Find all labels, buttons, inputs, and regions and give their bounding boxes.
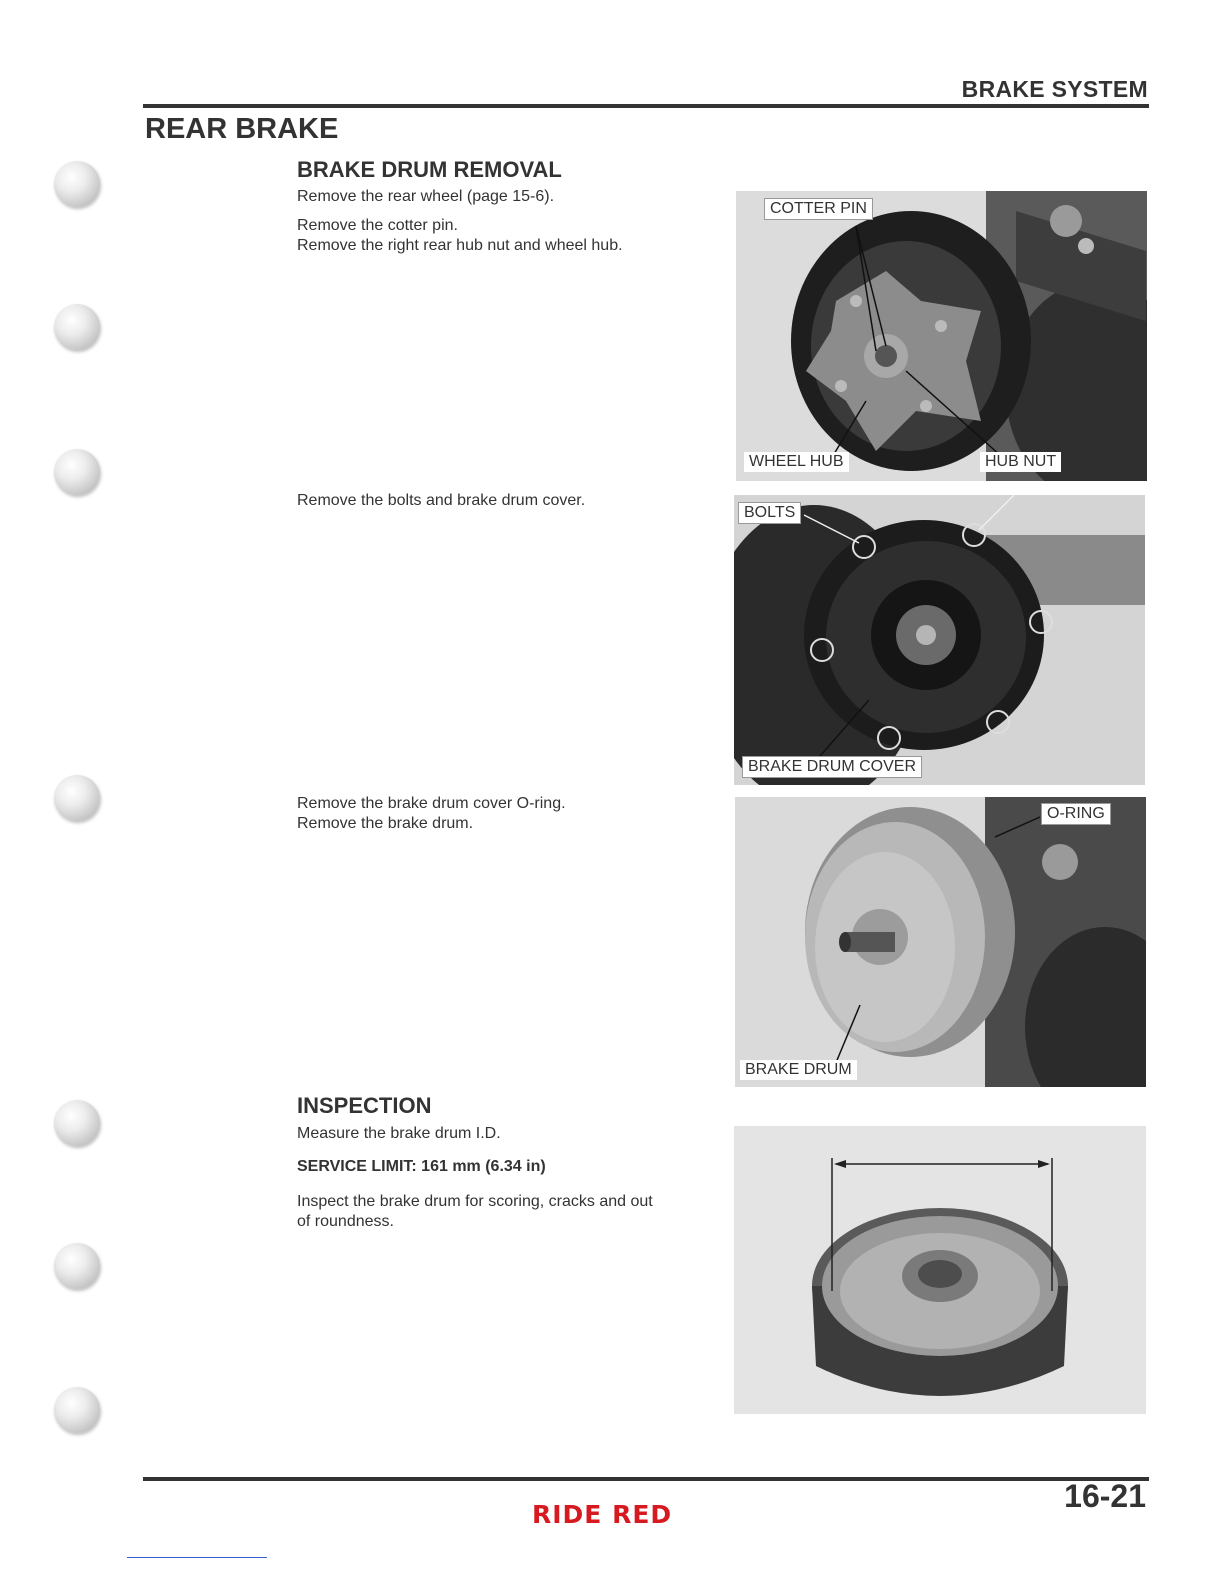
brake-drum-label: BRAKE DRUM [740, 1060, 857, 1080]
brake-drum-cover-label: BRAKE DRUM COVER [742, 756, 922, 778]
removal-step-2-line-1: Remove the cotter pin. [297, 217, 458, 234]
footer-brand-logo: RIDE RED [532, 1500, 673, 1529]
page-title: REAR BRAKE [145, 113, 339, 145]
cotter-pin-label: COTTER PIN [764, 198, 873, 220]
binder-hole-7 [54, 1387, 100, 1433]
brake-drum-photo [735, 797, 1146, 1087]
binder-hole-1 [54, 161, 100, 207]
footer-link-underline[interactable] [127, 1557, 267, 1558]
removal-step-2 [297, 216, 623, 256]
binder-hole-2 [54, 304, 100, 350]
inspection-heading: INSPECTION [297, 1093, 432, 1118]
inspection-step-1: Measure the brake drum I.D. [297, 1125, 501, 1142]
service-limit-value: 161 mm (6.34 in) [421, 1158, 546, 1175]
service-limit [297, 1158, 546, 1176]
section-header: BRAKE SYSTEM [961, 76, 1148, 102]
brake-drum-id-photo [734, 1126, 1146, 1414]
binder-hole-6 [54, 1243, 100, 1289]
footer-rule [143, 1477, 1149, 1481]
brake-drum-cover-photo [734, 495, 1145, 785]
service-limit-label: SERVICE LIMIT: [297, 1158, 417, 1175]
wheel-hub-label: WHEEL HUB [744, 452, 849, 472]
inspection-step-2 [297, 1192, 653, 1232]
removal-step-3: Remove the bolts and brake drum cover. [297, 492, 586, 509]
inspection-step-2-line-2: of roundness. [297, 1213, 394, 1230]
wheel-hub-illustration [736, 191, 1147, 481]
brake-drum-id-illustration [734, 1126, 1146, 1414]
removal-heading: BRAKE DRUM REMOVAL [297, 157, 562, 182]
hub-nut-label: HUB NUT [980, 452, 1061, 472]
binder-hole-4 [54, 775, 100, 821]
inspection-step-2-line-1: Inspect the brake drum for scoring, cracks and out [297, 1193, 653, 1210]
removal-step-4-line-2: Remove the brake drum. [297, 815, 474, 832]
binder-hole-3 [54, 449, 100, 495]
brake-drum-cover-illustration [734, 495, 1145, 785]
bolts-label: BOLTS [738, 502, 801, 524]
brake-drum-illustration [735, 797, 1146, 1087]
removal-step-4 [297, 794, 566, 834]
wheel-hub-photo [736, 191, 1147, 481]
header-rule [143, 104, 1149, 108]
binder-hole-5 [54, 1100, 100, 1146]
page-number: 16-21 [1064, 1478, 1146, 1514]
removal-step-1: Remove the rear wheel (page 15-6). [297, 188, 555, 205]
o-ring-label: O-RING [1041, 803, 1111, 825]
removal-step-4-line-1: Remove the brake drum cover O-ring. [297, 795, 566, 812]
removal-step-2-line-2: Remove the right rear hub nut and wheel hub. [297, 237, 623, 254]
